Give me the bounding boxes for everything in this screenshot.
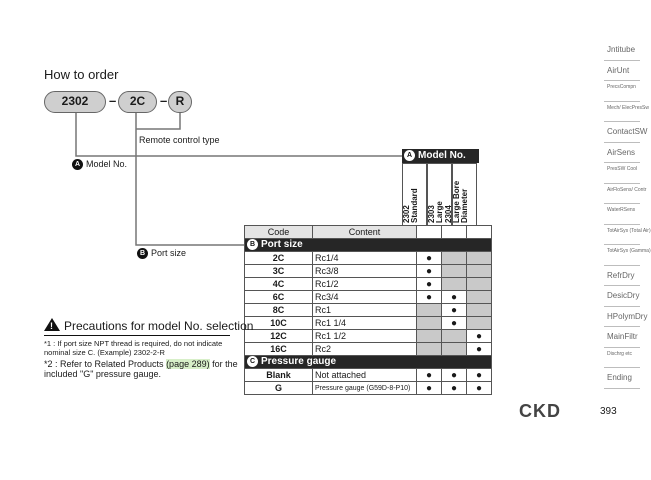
page-number: 393 bbox=[600, 406, 617, 417]
side-nav-item[interactable]: ContactSW bbox=[604, 122, 640, 143]
row-code: 6C bbox=[245, 291, 313, 304]
availability-mark bbox=[442, 330, 467, 343]
table-row bbox=[245, 317, 492, 330]
model-no-label: A Model No. bbox=[72, 159, 127, 170]
availability-mark: ● bbox=[417, 252, 442, 265]
availability-mark: ● bbox=[417, 278, 442, 291]
availability-mark bbox=[442, 343, 467, 356]
row-content: Rc1 1/4 bbox=[313, 317, 417, 330]
remote-control-label: Remote control type bbox=[139, 135, 220, 145]
table-row bbox=[245, 304, 492, 317]
code-dash: – bbox=[160, 93, 168, 108]
warning-icon: ! bbox=[44, 318, 60, 331]
availability-mark bbox=[467, 265, 492, 278]
section-port-size: B Port size bbox=[245, 239, 492, 252]
order-table bbox=[244, 225, 492, 395]
precaution-note-2: *2 : Refer to Related Products (page 289) for the included "G" pressure gauge. bbox=[44, 359, 238, 379]
row-content: Not attached bbox=[313, 369, 417, 382]
table-row bbox=[245, 265, 492, 278]
row-code: G bbox=[245, 382, 313, 395]
side-nav-item[interactable]: TotAirSys (Total Air) bbox=[604, 225, 640, 246]
ckd-logo: CKD bbox=[519, 401, 561, 421]
row-code: Blank bbox=[245, 369, 313, 382]
row-content: Rc2 bbox=[313, 343, 417, 356]
row-content: Rc1/2 bbox=[313, 278, 417, 291]
side-nav-item[interactable]: AirFloSens/ Contr bbox=[604, 184, 640, 205]
availability-mark bbox=[467, 252, 492, 265]
availability-mark bbox=[467, 278, 492, 291]
side-nav-item[interactable]: PrecsCompn bbox=[604, 81, 640, 102]
row-content: Rc1/4 bbox=[313, 252, 417, 265]
row-code: 16C bbox=[245, 343, 313, 356]
content-header: Content bbox=[313, 226, 417, 239]
availability-mark: ● bbox=[467, 382, 492, 395]
side-nav-item[interactable]: Dischrg etc bbox=[604, 348, 640, 369]
side-nav-item[interactable]: TotAirSys (Gamma) bbox=[604, 245, 640, 266]
port-code-pill: 2C bbox=[118, 91, 157, 113]
side-nav-item[interactable]: RefrDry bbox=[604, 266, 640, 287]
table-row bbox=[245, 382, 492, 395]
side-nav-item[interactable]: MainFiltr bbox=[604, 327, 640, 348]
table-header-row bbox=[245, 226, 492, 239]
availability-mark bbox=[467, 291, 492, 304]
page-link[interactable]: (page 289) bbox=[166, 359, 210, 369]
row-content: Rc1 1/2 bbox=[313, 330, 417, 343]
availability-mark bbox=[467, 304, 492, 317]
availability-mark bbox=[417, 304, 442, 317]
availability-mark bbox=[467, 317, 492, 330]
side-nav-item[interactable]: Mech/ ElecPresSw bbox=[604, 102, 640, 123]
code-dash: – bbox=[109, 93, 117, 108]
section-pressure-gauge: C Pressure gauge bbox=[245, 356, 492, 369]
table-row bbox=[245, 252, 492, 265]
availability-mark: ● bbox=[442, 317, 467, 330]
row-code: 4C bbox=[245, 278, 313, 291]
availability-mark: ● bbox=[442, 382, 467, 395]
side-nav-item[interactable]: Jntitube bbox=[604, 40, 640, 61]
side-nav-item[interactable]: AirSens bbox=[604, 143, 640, 164]
row-content: Rc3/4 bbox=[313, 291, 417, 304]
column-header-2302: 2302 Standard bbox=[402, 163, 427, 226]
row-code: 3C bbox=[245, 265, 313, 278]
availability-mark bbox=[417, 330, 442, 343]
row-content: Rc1 bbox=[313, 304, 417, 317]
availability-mark: ● bbox=[442, 369, 467, 382]
row-code: 10C bbox=[245, 317, 313, 330]
table-row bbox=[245, 291, 492, 304]
availability-mark: ● bbox=[417, 265, 442, 278]
model-code-pill: 2302 bbox=[44, 91, 106, 113]
column-header-2304: 2304 Large Bore Diameter bbox=[452, 163, 477, 226]
availability-mark: ● bbox=[467, 369, 492, 382]
row-code: 12C bbox=[245, 330, 313, 343]
side-nav-item[interactable]: PresSW Cool bbox=[604, 163, 640, 184]
table-row bbox=[245, 343, 492, 356]
availability-mark bbox=[442, 278, 467, 291]
availability-mark: ● bbox=[417, 369, 442, 382]
code-header: Code bbox=[245, 226, 313, 239]
how-to-order-heading: How to order bbox=[44, 67, 119, 82]
availability-mark bbox=[417, 343, 442, 356]
row-code: 8C bbox=[245, 304, 313, 317]
availability-mark: ● bbox=[442, 304, 467, 317]
option-code-pill: R bbox=[168, 91, 192, 113]
table-row bbox=[245, 278, 492, 291]
row-content: Pressure gauge (G59D-8-P10) bbox=[313, 382, 417, 395]
side-nav-item[interactable]: HPolymDry bbox=[604, 307, 640, 328]
table-row bbox=[245, 330, 492, 343]
availability-mark: ● bbox=[442, 291, 467, 304]
badge-a: A bbox=[72, 159, 83, 170]
precaution-note-1: *1 : If port size NPT thread is required, do not indicate nominal size C. (Example) 2302-2-R bbox=[44, 339, 223, 357]
availability-mark bbox=[417, 317, 442, 330]
availability-mark: ● bbox=[417, 291, 442, 304]
column-header-2303: 2303 Large bbox=[427, 163, 452, 226]
availability-mark bbox=[442, 265, 467, 278]
table-row bbox=[245, 369, 492, 382]
side-nav-item[interactable]: AirUnt bbox=[604, 61, 640, 82]
availability-mark bbox=[442, 252, 467, 265]
row-content: Rc3/8 bbox=[313, 265, 417, 278]
badge-b: B bbox=[137, 248, 148, 259]
side-index-nav bbox=[604, 40, 651, 389]
row-code: 2C bbox=[245, 252, 313, 265]
model-no-header: A Model No. bbox=[402, 149, 479, 163]
availability-mark: ● bbox=[467, 330, 492, 343]
precautions-divider bbox=[44, 335, 230, 336]
availability-mark: ● bbox=[467, 343, 492, 356]
side-nav-item[interactable]: Ending bbox=[604, 368, 640, 389]
port-size-label: B Port size bbox=[137, 248, 186, 259]
precautions-title: ! Precautions for model No. selection bbox=[44, 318, 253, 333]
side-nav-item[interactable]: DesicDry bbox=[604, 286, 640, 307]
availability-mark: ● bbox=[417, 382, 442, 395]
side-nav-item[interactable]: WaterRSens bbox=[604, 204, 640, 225]
